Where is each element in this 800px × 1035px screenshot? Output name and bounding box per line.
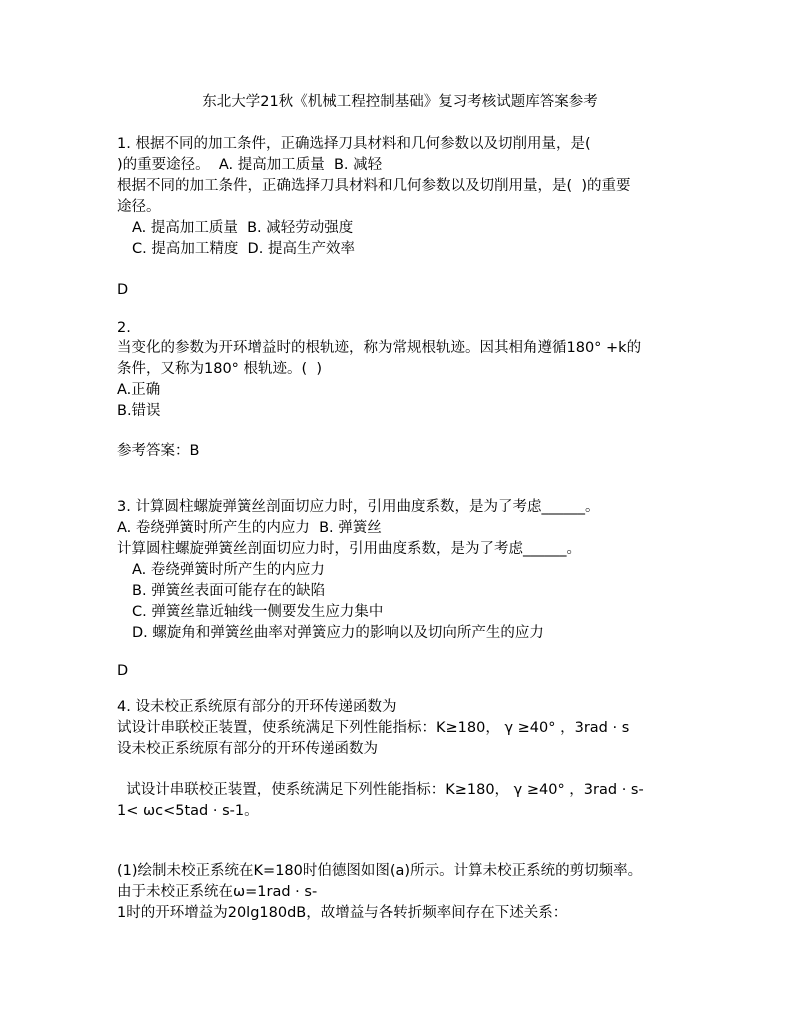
q2-option-b: B.错误 [117,403,161,419]
q3-stem-line1: 3. 计算圆柱螺旋弹簧丝剖面切应力时，引用曲度系数，是为了考虑______。 [117,499,600,515]
q2-answer: 参考答案：B [117,443,200,459]
q2-number: 2. [117,320,131,336]
q3-stem-line3: 计算圆柱螺旋弹簧丝剖面切应力时，引用曲度系数，是为了考虑______。 [117,541,581,557]
q4-stem-line2: 试设计串联校正装置，使系统满足下列性能指标：K≥180， γ ≥40° ，3rad · s [117,720,630,736]
q1-stem-line2: )的重要途径。 A. 提高加工质量 B. 减轻 [117,157,383,173]
q1-stem-line3: 根据不同的加工条件，正确选择刀具材料和几何参数以及切削用量，是( )的重要 [117,178,631,194]
document-title: 东北大学21秋《机械工程控制基础》复习考核试题库答案参考 [202,94,598,110]
q3-option-d: D. 螺旋角和弹簧丝曲率对弹簧应力的影响以及切向所产生的应力 [132,625,544,641]
q1-stem-line4: 途径。 [117,199,161,215]
q2-option-a: A.正确 [117,382,161,398]
q4-stem-line1: 4. 设未校正系统原有部分的开环传递函数为 [117,699,397,715]
q4-solution-line2: 由于未校正系统在ω=1rad · s- [117,884,318,900]
q3-stem-line2: A. 卷绕弹簧时所产生的内应力 B. 弹簧丝 [117,520,382,536]
q4-solution-line3: 1时的开环增益为20lg180dB，故增益与各转折频率间存在下述关系： [117,905,568,921]
q1-options-cd: C. 提高加工精度 D. 提高生产效率 [132,241,355,257]
q3-option-a: A. 卷绕弹簧时所产生的内应力 [132,562,325,578]
q4-stem-line5: 1< ωc<5tad · s-1。 [117,803,259,819]
q1-options-ab: A. 提高加工质量 B. 减轻劳动强度 [132,220,354,236]
q3-answer: D [117,663,129,679]
q4-stem-line3: 设未校正系统原有部分的开环传递函数为 [117,741,378,757]
q2-stem-line2: 条件，又称为180° 根轨迹。( ) [117,361,323,377]
q1-stem-line1: 1. 根据不同的加工条件，正确选择刀具材料和几何参数以及切削用量，是( [117,136,591,152]
q2-stem-line1: 当变化的参数为开环增益时的根轨迹，称为常规根轨迹。因其相角遵循180° +k的 [117,340,642,356]
q1-answer: D [117,282,129,298]
q3-option-b: B. 弹簧丝表面可能存在的缺陷 [132,583,326,599]
q4-stem-line4: 试设计串联校正装置，使系统满足下列性能指标：K≥180， γ ≥40° ，3rad · s- [117,782,644,798]
q4-solution-line1: (1)绘制未校正系统在K=180时伯德图如图(a)所示。计算未校正系统的剪切频率。 [117,863,643,879]
q3-option-c: C. 弹簧丝靠近轴线一侧要发生应力集中 [132,604,384,620]
